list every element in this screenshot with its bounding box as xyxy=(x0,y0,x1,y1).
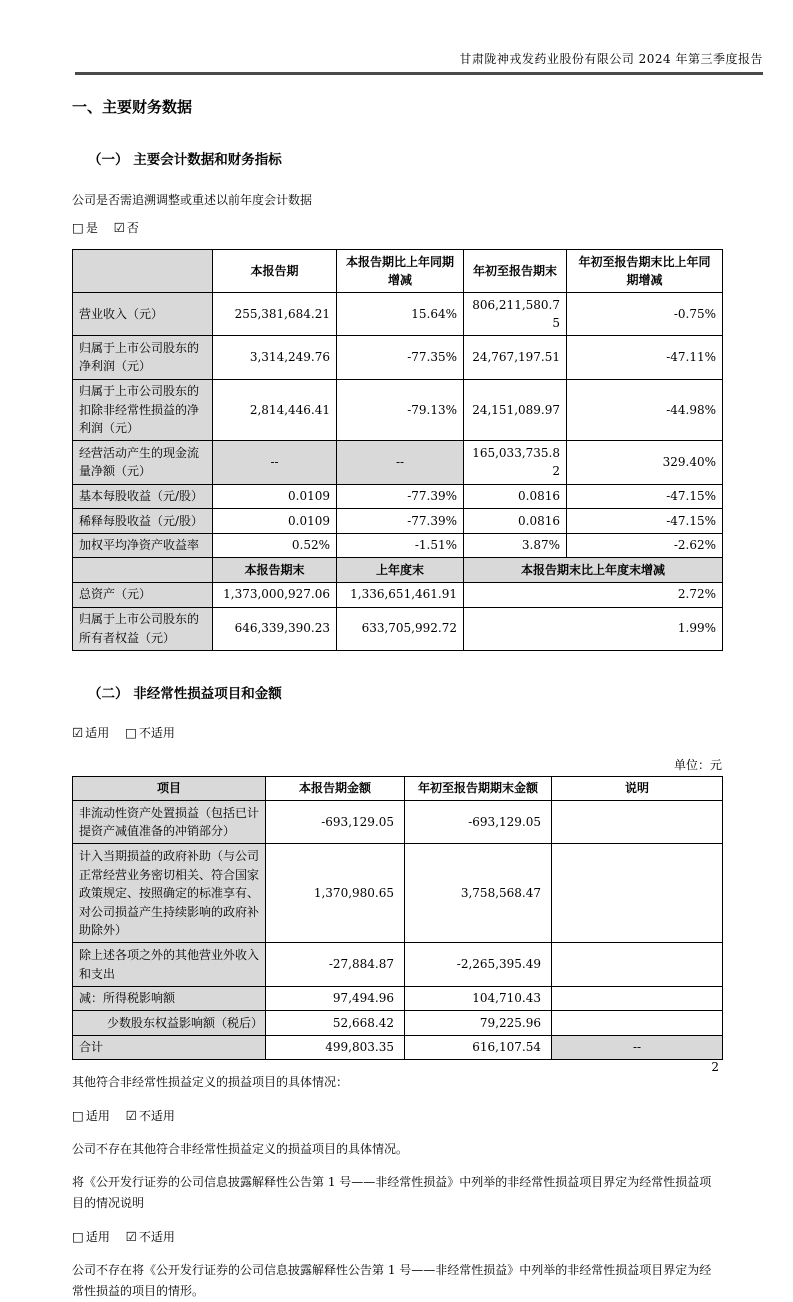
note-applicable-options-1 xyxy=(72,1105,722,1127)
row-value: -77.39% xyxy=(337,509,464,534)
checkbox-restate-yes-label: 是 xyxy=(85,221,98,235)
row-label: 经营活动产生的现金流量净额（元） xyxy=(73,441,213,484)
note-text-reclassification: 公司不存在将《公开发行证券的公司信息披露解释性公告第 1 号——非经常性损益》中列举的非经常性损益项目界定为经常性损益的项目的情形。 xyxy=(72,1263,712,1299)
page-number: 2 xyxy=(711,1060,719,1074)
row-label: 除上述各项之外的其他营业外收入和支出 xyxy=(73,943,266,986)
row-value: -693,129.05 xyxy=(266,801,405,844)
row-label: 归属于上市公司股东的所有者权益（元） xyxy=(73,607,213,650)
row-value: 2,814,446.41 xyxy=(213,379,337,441)
row-label: 减：所得税影响额 xyxy=(73,986,266,1011)
row-value: 1,373,000,927.06 xyxy=(213,582,337,607)
table1-subheader-corner xyxy=(73,558,213,583)
row-value: 616,107.54 xyxy=(405,1035,552,1060)
checkbox-not-applicable-label: 不适用 xyxy=(138,1109,175,1124)
table1-corner-cell xyxy=(73,250,213,293)
table2-header-ytd-amount: 年初至报告期期末金额 xyxy=(405,776,552,801)
table1-subheader-change: 本报告期末比上年度末增减 xyxy=(464,558,723,583)
row-value: 0.52% xyxy=(213,533,337,558)
table1-row-total-assets xyxy=(73,582,723,607)
checkbox-applicable-label: 适用 xyxy=(85,1109,110,1124)
row-value: 0.0109 xyxy=(213,484,337,509)
row-label: 非流动性资产处置损益（包括已计提资产减值准备的冲销部分） xyxy=(73,801,266,844)
checkbox-checked-icon: ☑ xyxy=(125,1108,137,1124)
table1-subheader-period-end: 本报告期末 xyxy=(213,558,337,583)
table1-subheader-row xyxy=(73,558,723,583)
note-heading-other-items: 其他符合非经常性损益定义的损益项目的具体情况： xyxy=(72,1075,349,1090)
checkbox-restate-no xyxy=(114,221,139,235)
row-value: -47.11% xyxy=(567,336,723,379)
report-title: 甘肃陇神戎发药业股份有限公司 2024 年第三季度报告 xyxy=(459,52,763,66)
row-value: 104,710.43 xyxy=(405,986,552,1011)
row-value: 52,668.42 xyxy=(266,1011,405,1036)
row-value: 1,370,980.65 xyxy=(266,844,405,943)
checkbox-unchecked-icon: □ xyxy=(125,724,137,740)
table2-header-note: 说明 xyxy=(552,776,723,801)
row-label: 稀释每股收益（元/股） xyxy=(73,509,213,534)
table1-row-deducted-net-profit xyxy=(73,379,723,441)
row-value: 24,151,089.97 xyxy=(464,379,567,441)
note-cell xyxy=(552,801,723,844)
table2-row-income-tax-effect xyxy=(73,986,723,1011)
row-value: 24,767,197.51 xyxy=(464,336,567,379)
row-value: -2,265,395.49 xyxy=(405,943,552,986)
checkbox-not-applicable xyxy=(125,726,175,740)
restate-question: 公司是否需追溯调整或重述以前年度会计数据 xyxy=(72,193,313,207)
checkbox-checked-icon: ☑ xyxy=(125,1229,137,1245)
table2-header-current-amount: 本报告期金额 xyxy=(266,776,405,801)
row-value: -0.75% xyxy=(567,293,723,336)
row-value: 3.87% xyxy=(464,533,567,558)
row-label: 合计 xyxy=(73,1035,266,1060)
unit-label: 单位：元 xyxy=(673,757,722,772)
checkbox-not-applicable-label: 不适用 xyxy=(138,725,175,740)
checkbox-applicable xyxy=(72,1109,110,1123)
table1-header-row xyxy=(73,250,723,293)
row-value: 1,336,651,461.91 xyxy=(337,582,464,607)
row-value: -44.98% xyxy=(567,379,723,441)
row-value: 2.72% xyxy=(464,582,723,607)
checkbox-not-applicable xyxy=(126,1230,175,1244)
table2-row-total xyxy=(73,1035,723,1060)
row-value: 3,314,249.76 xyxy=(213,336,337,379)
table1-row-net-profit xyxy=(73,336,723,379)
row-value: -77.35% xyxy=(337,336,464,379)
row-value: 3,758,568.47 xyxy=(405,844,552,943)
checkbox-restate-no-label: 否 xyxy=(126,221,139,235)
table1-row-revenue xyxy=(73,293,723,336)
table1-header-ytd: 年初至报告期末 xyxy=(464,250,567,293)
note-text-other-items: 公司不存在其他符合非经常性损益定义的损益项目的具体情况。 xyxy=(72,1142,409,1157)
subsection-title-2: （二） 非经常性损益项目和金额 xyxy=(88,685,282,702)
section-title-main: 一、主要财务数据 xyxy=(72,98,193,116)
table1-row-basic-eps xyxy=(73,484,723,509)
restate-options xyxy=(72,219,722,236)
applicable-options xyxy=(72,724,722,741)
checkbox-unchecked-icon: □ xyxy=(72,1229,84,1245)
page-header xyxy=(75,50,763,75)
row-value: 165,033,735.82 xyxy=(464,441,567,484)
row-value: 0.0816 xyxy=(464,509,567,534)
table1-row-diluted-eps xyxy=(73,509,723,534)
row-label: 归属于上市公司股东的扣除非经常性损益的净利润（元） xyxy=(73,379,213,441)
table2-row-minority-interest-effect xyxy=(73,1011,723,1036)
checkbox-unchecked-icon: □ xyxy=(72,220,84,235)
row-value: 255,381,684.21 xyxy=(213,293,337,336)
note-cell xyxy=(552,844,723,943)
row-value: 329.40% xyxy=(567,441,723,484)
checkbox-unchecked-icon: □ xyxy=(72,1108,84,1124)
table2-row-other-income-expense xyxy=(73,943,723,986)
row-value-na: -- xyxy=(337,441,464,484)
table2-header-item: 项目 xyxy=(73,776,266,801)
row-label: 加权平均净资产收益率 xyxy=(73,533,213,558)
row-value: -79.13% xyxy=(337,379,464,441)
row-label: 少数股东权益影响额（税后） xyxy=(73,1011,266,1036)
subsection-title-1: （一） 主要会计数据和财务指标 xyxy=(88,152,282,168)
key-financials-table xyxy=(72,249,723,651)
row-label: 归属于上市公司股东的净利润（元） xyxy=(73,336,213,379)
checkbox-not-applicable-label: 不适用 xyxy=(138,1230,175,1245)
note-cell xyxy=(552,986,723,1011)
checkbox-restate-yes xyxy=(72,221,98,235)
checkbox-applicable xyxy=(72,726,109,740)
row-label: 总资产（元） xyxy=(73,582,213,607)
row-value: 646,339,390.23 xyxy=(213,607,337,650)
table1-row-operating-cash-flow xyxy=(73,441,723,484)
row-value: -693,129.05 xyxy=(405,801,552,844)
checkbox-applicable-label: 适用 xyxy=(85,725,110,740)
row-value-na: -- xyxy=(213,441,337,484)
checkbox-not-applicable xyxy=(126,1109,175,1123)
checkbox-applicable xyxy=(72,1230,110,1244)
row-value: -47.15% xyxy=(567,509,723,534)
table1-header-current-period: 本报告期 xyxy=(213,250,337,293)
row-value: -27,884.87 xyxy=(266,943,405,986)
table1-header-period-change: 本报告期比上年同期增减 xyxy=(337,250,464,293)
table2-row-asset-disposal xyxy=(73,801,723,844)
row-label: 基本每股收益（元/股） xyxy=(73,484,213,509)
row-value: 499,803.35 xyxy=(266,1035,405,1060)
row-label: 营业收入（元） xyxy=(73,293,213,336)
table1-header-ytd-change: 年初至报告期末比上年同期增减 xyxy=(567,250,723,293)
row-value: 0.0816 xyxy=(464,484,567,509)
checkbox-checked-icon: ☑ xyxy=(113,220,125,235)
row-value: 806,211,580.75 xyxy=(464,293,567,336)
row-value: 0.0109 xyxy=(213,509,337,534)
row-value: 79,225.96 xyxy=(405,1011,552,1036)
note-heading-reclassification: 将《公开发行证券的公司信息披露解释性公告第 1 号——非经常性损益》中列举的非经常性损益项目界定为经常性损益项目的情况说明 xyxy=(72,1175,712,1211)
row-value: 1.99% xyxy=(464,607,723,650)
row-value: 633,705,992.72 xyxy=(337,607,464,650)
table1-row-weighted-roe xyxy=(73,533,723,558)
row-value: -77.39% xyxy=(337,484,464,509)
non-recurring-items-table xyxy=(72,776,723,1061)
row-value: -1.51% xyxy=(337,533,464,558)
checkbox-applicable-label: 适用 xyxy=(85,1230,110,1245)
row-value: 15.64% xyxy=(337,293,464,336)
table2-row-government-subsidy xyxy=(73,844,723,943)
table1-row-owners-equity xyxy=(73,607,723,650)
row-value: 97,494.96 xyxy=(266,986,405,1011)
note-cell: -- xyxy=(552,1035,723,1060)
checkbox-checked-icon: ☑ xyxy=(72,724,84,740)
row-value: -2.62% xyxy=(567,533,723,558)
note-cell xyxy=(552,1011,723,1036)
table2-header-row xyxy=(73,776,723,801)
header-divider xyxy=(75,72,763,75)
row-label: 计入当期损益的政府补助（与公司正常经营业务密切相关、符合国家政策规定、按照确定的标准享有、对公司损益产生持续影响的政府补助除外） xyxy=(73,844,266,943)
note-cell xyxy=(552,943,723,986)
page-content xyxy=(72,84,722,1302)
note-applicable-options-2 xyxy=(72,1226,722,1248)
notes-section xyxy=(72,1072,722,1302)
table1-subheader-prev-year-end: 上年度末 xyxy=(337,558,464,583)
row-value: -47.15% xyxy=(567,484,723,509)
